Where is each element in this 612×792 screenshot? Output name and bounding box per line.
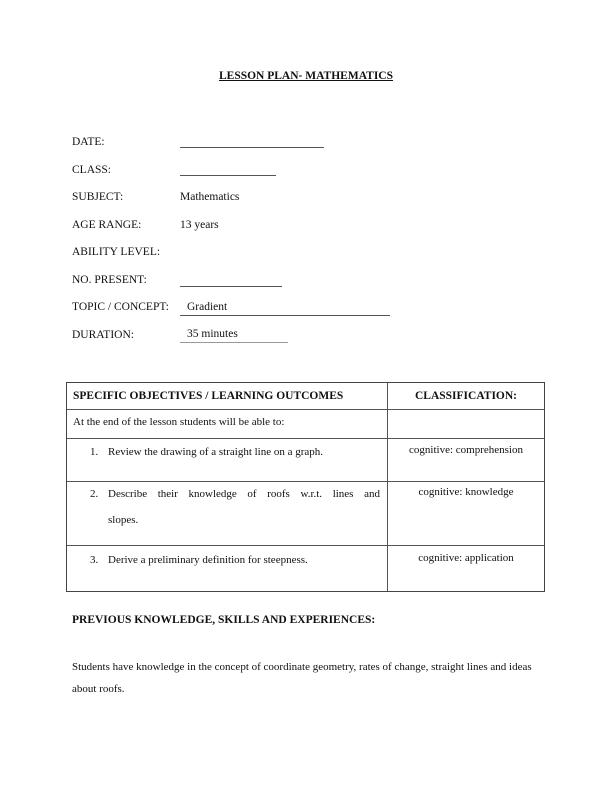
classification-header: CLASSIFICATION:: [414, 390, 518, 402]
classification-3: cognitive: application: [418, 552, 514, 564]
class-label: CLASS:: [72, 164, 111, 176]
age-range-value: 13 years: [180, 219, 219, 231]
age-range-label: AGE RANGE:: [72, 219, 142, 231]
objective-number: 2.: [90, 488, 99, 500]
objective-item-1: [90, 446, 323, 458]
duration-label: DURATION:: [72, 329, 134, 341]
table-row-divider: [67, 545, 544, 546]
table-row-divider: [67, 409, 544, 410]
objectives-header: SPECIFIC OBJECTIVES / LEARNING OUTCOMES: [73, 390, 344, 402]
duration-underline: [180, 342, 288, 343]
topic-label: TOPIC / CONCEPT:: [72, 301, 169, 313]
date-label: DATE:: [72, 136, 105, 148]
objectives-table: [66, 382, 545, 592]
objective-text: Describe their knowledge of roofs w.r.t. lines and: [108, 488, 380, 500]
table-row-divider: [67, 481, 544, 482]
no-present-blank-line: [180, 286, 282, 287]
objective-item-3: [90, 554, 308, 566]
table-row-divider: [67, 438, 544, 439]
subject-label: SUBJECT:: [72, 191, 124, 203]
classification-2: cognitive: knowledge: [418, 486, 514, 498]
class-blank-line: [180, 175, 276, 176]
ability-level-label: ABILITY LEVEL:: [72, 246, 161, 258]
objective-item-2: [90, 488, 383, 500]
objective-text-continued: slopes.: [108, 514, 139, 526]
objective-number: 1.: [90, 446, 99, 458]
topic-underline: [180, 315, 390, 316]
no-present-label: NO. PRESENT:: [72, 274, 147, 286]
previous-knowledge-text: Students have knowledge in the concept of coordinate geometry, rates of change, straight lines and ideas about roofs.: [72, 661, 532, 695]
previous-knowledge-heading: PREVIOUS KNOWLEDGE, SKILLS AND EXPERIENCES:: [72, 614, 376, 626]
objective-number: 3.: [90, 554, 99, 566]
objective-text: Derive a preliminary definition for steepness.: [108, 554, 308, 566]
objective-text: Review the drawing of a straight line on a graph.: [108, 446, 324, 458]
classification-1: cognitive: comprehension: [409, 444, 523, 456]
subject-value: Mathematics: [180, 191, 240, 203]
date-blank-line: [180, 147, 324, 148]
page-title: LESSON PLAN- MATHEMATICS: [218, 70, 393, 82]
objectives-intro: At the end of the lesson students will be able to:: [73, 416, 285, 428]
duration-value: 35 minutes: [187, 328, 238, 340]
topic-value: Gradient: [187, 301, 228, 313]
